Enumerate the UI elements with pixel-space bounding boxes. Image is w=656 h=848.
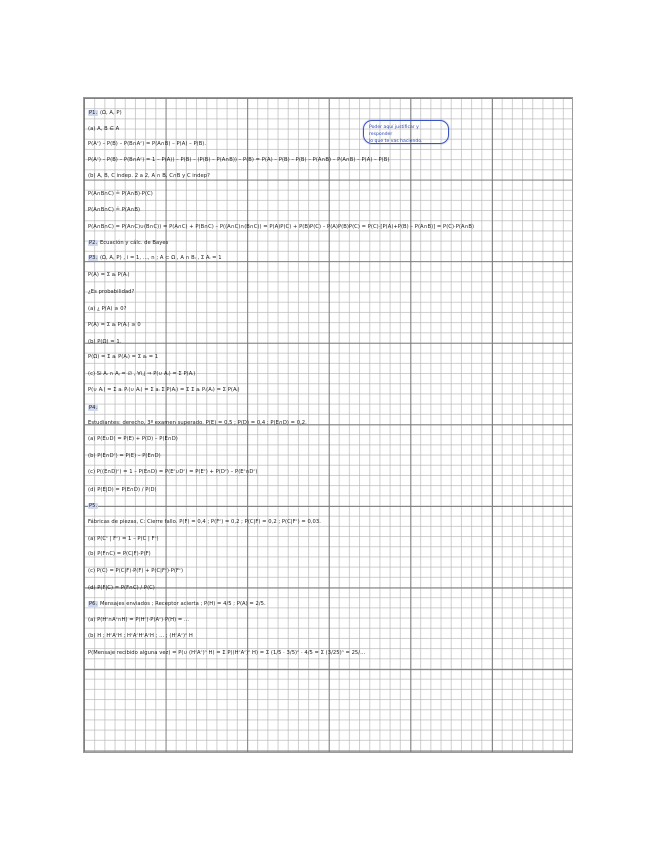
note-line: (a) P(Hᶜ∩Aᶜ∩H) = P(Hᶜ)·P(Aᶜ)·P(H) = ...: [88, 617, 190, 623]
note-line: P(Aᶜ) – P(B) – P(B∩Aᶜ) = P(A∩B) – P(A) – P(B).: [88, 141, 207, 147]
note-line: (b) P(Ω) = 1.: [88, 339, 122, 345]
problem-label: P3.: [89, 255, 98, 261]
note-line: P(Mensaje recibido alguna vez) = P(∪ (HᶜAᶜ)ⁿ H) = Σ P((HᶜAᶜ)ⁿ H) = Σ (1/5 · 3/5)ⁿ · 4/5 = Σ (3/25)ⁿ = 25/...: [88, 650, 366, 656]
note-line: Estudiantes: derecho, 3º examen superado. P(E) = 0,5 ; P(D) = 0,4 ; P(E∩D) = 0,2.: [88, 420, 307, 426]
problem-label: P5.: [89, 503, 98, 509]
note-line: P2. Ecuación y cálc. de Bayes: [89, 240, 169, 246]
note-line: P(A) = Σ aᵢ P(Aᵢ) ≥ 0: [88, 322, 141, 328]
note-line: P(Ω) = Σ aᵢ P(Aᵢ) = Σ aᵢ = 1: [88, 354, 159, 360]
note-line: (c) P(C) = P(C|F)·P(F) + P(C|Fᶜ)·P(Fᶜ): [88, 568, 184, 574]
problem-label: P4.: [89, 405, 98, 411]
note-line: (b) H ; HᶜAᶜH ; HᶜAᶜHᶜAᶜH ; ... ; (HᶜAᶜ)ⁿ H: [88, 633, 193, 639]
note-line: P(A∩B∩C) ≟ P(A∩B)·P(C): [88, 191, 153, 197]
problem-label: P1.: [89, 110, 98, 116]
note-line: [88, 503, 98, 510]
note-line-2: lo que te vas haciendo.: [369, 139, 423, 144]
note-line: ¿Es probabilidad?: [88, 289, 135, 295]
note-line: P6. Mensajes enviados ; Receptor acierta ; P(H) = 4/5 ; P(A) = 2/5.: [89, 601, 266, 607]
note-line: (c) Si Aᵢ ∩ Aⱼ = ∅ , ∀i,j ⇒ P(∪ Aᵢ) = Σ P(Aᵢ): [88, 371, 196, 377]
note-line: P(Aᶜ) – P(B) – P(B∩Aᶜ) = 1 – P(A)) – P(B) – (P(B) – P(A∩B)) – P(B) = P(A) – P(B) – P(B) – P(A∩B) – P(A∩B) – P(A) – P(B): [88, 157, 390, 163]
note-line: P3. (Ω, A, P) , i = 1, ..., n ; A ⊂ Ω , A ∩ Bᵢ , Σ Aᵢ = 1: [89, 255, 222, 261]
problem-label: P2.: [89, 240, 98, 246]
problem-label: P6.: [89, 601, 98, 607]
note-line: (c) P((E∩D)ᶜ) = 1 – P(E∩D) = P(Eᶜ∪Dᶜ) = P(Eᶜ) + P(Dᶜ) – P(Eᶜ∩Dᶜ): [88, 469, 258, 475]
note-line-1: Poder aquí justificar y responder: [369, 125, 419, 137]
note-line: (d) P(E|D) = P(E∩D) / P(D): [88, 487, 157, 493]
note-line: (d) P(F|C) = P(F∩C) / P(C): [88, 585, 155, 591]
note-line: P(A) = Σ aᵢ P(Aᵢ): [88, 272, 130, 278]
note-line: P1. (Ω, A, P): [89, 110, 122, 116]
note-line: P(A∩B∩C) ≟ P(A∩B): [88, 207, 141, 213]
handwritten-note-bubble: [363, 120, 449, 144]
note-line: (a) ¿ P(A) ≥ 0?: [88, 306, 127, 312]
grid-sheet: [83, 97, 573, 753]
note-line: (a) P(Cᶜ | Fᶜ) = 1 – P(C | Fᶜ): [88, 536, 159, 542]
note-line: (a) A, B ∈ A: [88, 126, 120, 132]
note-line: P(∪ Aᵢ) = Σ aᵢ Pᵢ(∪ Aᵢ) = Σ aᵢ Σ P(Aᵢ) = Σ Σ aᵢ Pᵢ(Aᵢ) = Σ P(Aᵢ): [88, 387, 240, 393]
note-line: (b) P(E∩Dᶜ) = P(E) – P(E∩D): [88, 453, 161, 459]
note-line: P(A∩B∩C) = P(A∩C)∪(B∩C)) = P(A∩C) + P(B∩C) – P((A∩C)∩(B∩C)) = P(A)P(C) + P(B)P(C) – P(A)P(B)P(C) = P(C)·[P(A)+P(B) – P(A∩B)] = P(C)·P(A∩B): [88, 224, 475, 230]
note-line: (a) P(E∪D) = P(E) + P(D) – P(E∩D): [88, 436, 178, 442]
note-line: (b) P(F∩C) = P(C|F)·P(F): [88, 551, 151, 557]
note-line: [88, 405, 98, 412]
note-line: Fábricas de piezas, C: Cierre fallo. P(F) = 0,4 ; P(Fᶜ) = 0,2 ; P(C|F) = 0,2 ; P(C|Fᶜ) = 0,03.: [88, 519, 321, 525]
note-line: (b) A, B, C indep. 2 a 2, A ∩ B, C∩B y C indep?: [88, 173, 210, 179]
